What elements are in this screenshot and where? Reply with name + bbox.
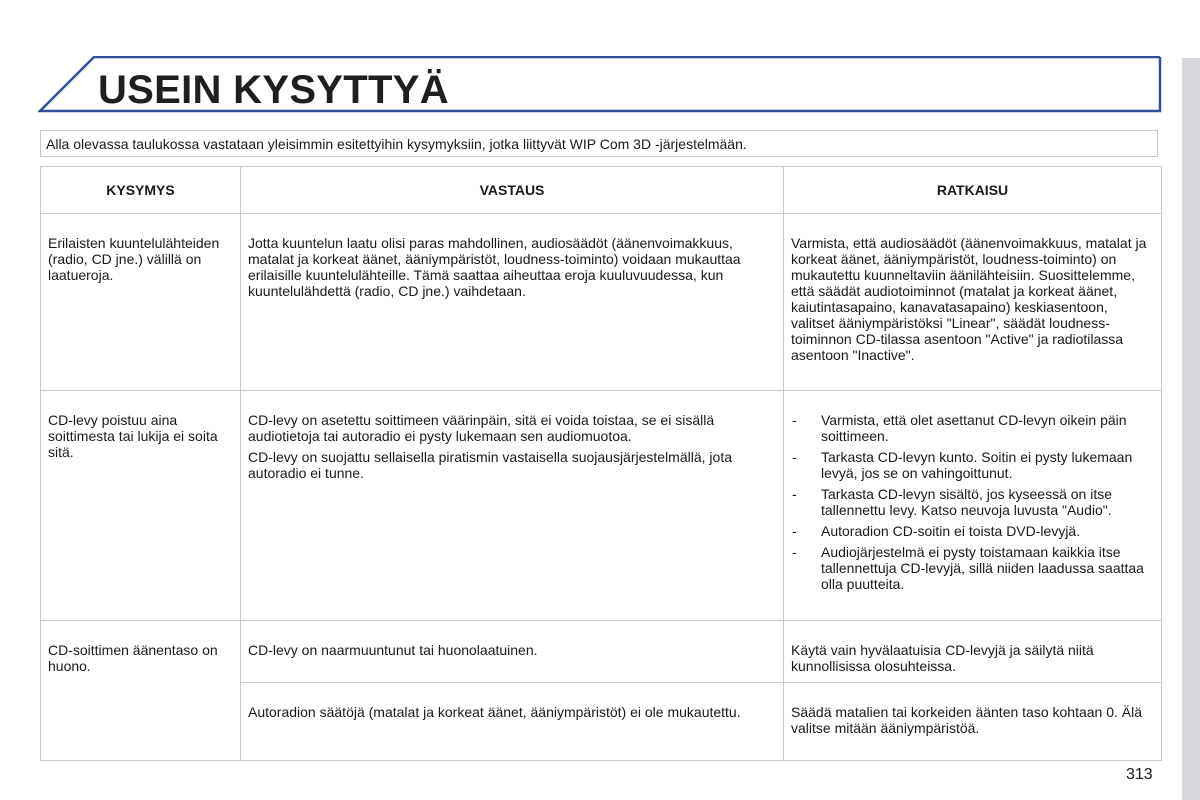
list-item-text: Autoradion CD-soitin ei toista DVD-levyjä.: [821, 523, 1081, 539]
question-cell: [41, 621, 241, 761]
list-item: [791, 486, 1154, 518]
question-cell: [41, 214, 241, 391]
list-item: [791, 523, 1154, 539]
faq-table: [40, 166, 1162, 761]
solution-cell: [784, 683, 1162, 761]
header-answer: VASTAUS: [241, 167, 784, 214]
solution-cell: [784, 214, 1162, 391]
chapter-side-tab: [1182, 58, 1200, 800]
list-item-text: Tarkasta CD-levyn sisältö, jos kyseessä on itse tallennettu levy. Katso neuvoja luvusta "Audio".: [821, 486, 1112, 518]
dash-bullet: -: [792, 486, 797, 502]
question-text: Erilaisten kuuntelulähteiden (radio, CD jne.) välillä on laatueroja.: [48, 235, 220, 283]
solution-cell: [784, 391, 1162, 621]
header-solution: RATKAISU: [784, 167, 1162, 214]
list-item-text: Audiojärjestelmä ei pysty toistamaan kaikkia itse tallennettuja CD-levyjä, sillä niiden laadussa saattaa olla puutteita.: [821, 544, 1144, 592]
list-item-text: Tarkasta CD-levyn kunto. Soitin ei pysty lukemaan levyä, jos se on vahingoittunut.: [821, 449, 1133, 481]
answer-text: Jotta kuuntelun laatu olisi paras mahdollinen, audiosäädöt (äänenvoimakkuus, matalat ja korkeat äänet, ääniympäristöt, loudness-toiminto) voidaan mukauttaa erilaisille kuuntelulähteille. Tämä saattaa aiheuttaa eroja kuuluvuudessa, kun kuuntelulähdettä (radio, CD jne.) vaihdetaan.: [248, 235, 741, 299]
question-text: CD-soittimen äänentaso on huono.: [48, 642, 218, 674]
dash-bullet: -: [792, 544, 797, 560]
dash-bullet: -: [792, 523, 797, 539]
list-item: [791, 412, 1154, 444]
answer-text: CD-levy on naarmuuntunut tai huonolaatuinen.: [248, 642, 538, 658]
answer-cell: [241, 391, 784, 621]
list-item: [791, 449, 1154, 481]
header-question: KYSYMYS: [41, 167, 241, 214]
solution-cell: [784, 621, 1162, 683]
solution-text: Säädä matalien tai korkeiden äänten taso kohtaan 0. Älä valitse mitään ääniympäristöä.: [791, 704, 1143, 736]
table-row: [41, 621, 1162, 683]
question-text: CD-levy poistuu aina soittimesta tai lukija ei soita sitä.: [48, 412, 218, 460]
table-header-row: [41, 167, 1162, 214]
answer-cell: [241, 214, 784, 391]
answer-cell: [241, 621, 784, 683]
page-number: 313: [1126, 766, 1153, 783]
dash-bullet: -: [792, 412, 797, 428]
solution-list: [791, 412, 1154, 592]
solution-text: Varmista, että audiosäädöt (äänenvoimakkuus, matalat ja korkeat äänet, ääniympäristöt, loudness-toiminto) on mukautettu kuunneltaviin äänilähteisiin. Suosittelemme, että säädät audiotoiminnot (matalat ja korkeat äänet, kaiutintasapaino, kanavatasapaino) keskiasentoon, valitset ääniympäristöksi "Linear", säädät loudness-toiminnon CD-tilassa asentoon "Active" ja radiotilassa asentoon "Inactive".: [791, 235, 1147, 363]
question-cell: [41, 391, 241, 621]
answer-text: CD-levy on asetettu soittimeen väärinpäin, sitä ei voida toistaa, se ei sisällä audiotietoja tai autoradio ei pysty lukemaan sen audiomuotoa.: [248, 412, 715, 444]
answer-text: CD-levy on suojattu sellaisella piratismin vastaisella suojausjärjestelmällä, jota autoradio ei tunne.: [248, 449, 732, 481]
page-title: USEIN KYSYTTYÄ: [98, 68, 449, 112]
list-item: [791, 544, 1154, 592]
list-item-text: Varmista, että olet asettanut CD-levyn oikein päin soittimeen.: [821, 412, 1127, 444]
dash-bullet: -: [792, 449, 797, 465]
answer-cell: [241, 683, 784, 761]
intro-text: Alla olevassa taulukossa vastataan yleisimmin esitettyihin kysymyksiin, jotka liittyvät WIP Com 3D -järjestelmään.: [40, 130, 1158, 157]
solution-text: Käytä vain hyvälaatuisia CD-levyjä ja säilytä niitä kunnollisissa olosuhteissa.: [791, 642, 1094, 674]
answer-text: Autoradion säätöjä (matalat ja korkeat äänet, ääniympäristöt) ei ole mukautettu.: [248, 704, 741, 720]
table-row: [41, 214, 1162, 391]
table-row: [41, 391, 1162, 621]
